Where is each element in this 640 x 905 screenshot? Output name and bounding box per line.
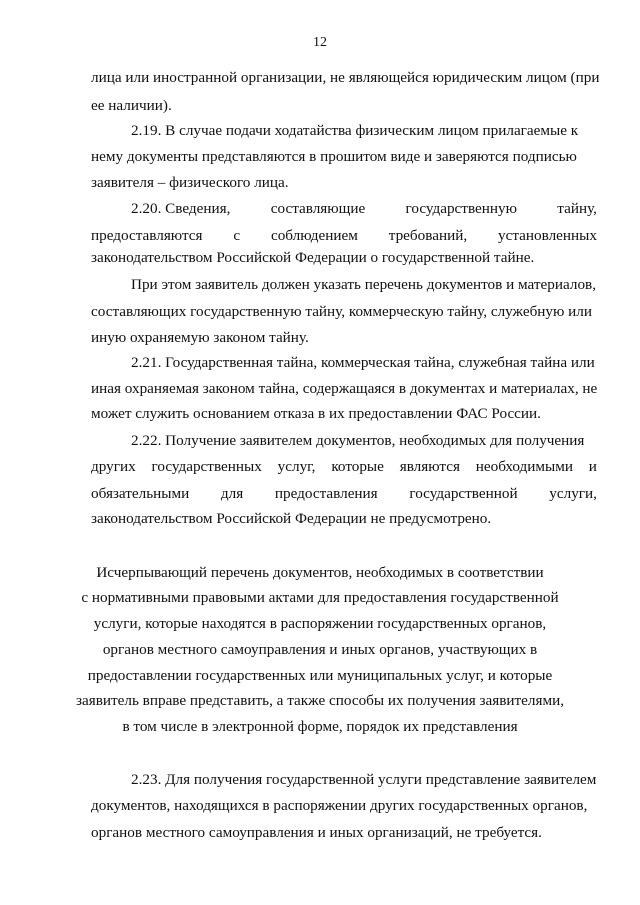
section-heading-line: органов местного самоуправления и иных органов, участвующих в xyxy=(102,641,538,658)
word: для xyxy=(220,485,244,502)
text-line: иную охраняемую законом тайну. xyxy=(91,329,309,346)
section-heading-line: с нормативными правовыми актами для предоставления государственной xyxy=(81,589,559,606)
word: государственную xyxy=(405,200,517,217)
word: с xyxy=(233,227,241,244)
paragraph-2-21-line: 2.21. Государственная тайна, коммерческая тайна, служебная тайна или xyxy=(131,354,595,371)
word: государственной xyxy=(409,485,518,502)
text-line xyxy=(91,226,597,246)
word: необходимыми xyxy=(475,458,573,475)
text-line: иная охраняемая законом тайна, содержащаяся в документах и материалах, не xyxy=(91,380,598,397)
paragraph-2-20-line xyxy=(131,199,597,219)
text-line: составляющих государственную тайну, коммерческую тайну, служебную или xyxy=(91,303,592,320)
text-line: нему документы представляются в прошитом виде и заверяются подписью xyxy=(91,148,577,165)
word: соблюдением xyxy=(270,227,358,244)
paragraph-2-22-line: 2.22. Получение заявителем документов, необходимых для получения xyxy=(131,432,585,449)
word: составляющие xyxy=(270,200,366,217)
word: которые xyxy=(331,458,384,475)
word: предоставляются xyxy=(91,227,203,244)
section-heading-line: заявитель вправе представить, а также способы их получения заявителями, xyxy=(75,692,565,709)
text-line: законодательством Российской Федерации о государственной тайне. xyxy=(91,249,535,266)
section-heading-line: в том числе в электронной форме, порядок их представления xyxy=(122,718,518,735)
text-line: законодательством Российской Федерации не предусмотрено. xyxy=(91,510,492,527)
word: услуги, xyxy=(549,485,597,502)
text-line: документов, находящихся в распоряжении других государственных органов, xyxy=(91,797,588,814)
paragraph-2-19-line: 2.19. В случае подачи ходатайства физическим лицом прилагаемые к xyxy=(131,122,579,139)
word: обязательными xyxy=(91,485,190,502)
word: и xyxy=(588,458,597,475)
word: государственных xyxy=(151,458,262,475)
word: услуг, xyxy=(277,458,316,475)
section-heading-line: услуги, которые находятся в распоряжении государственных органов, xyxy=(93,615,547,632)
word: тайну, xyxy=(557,200,597,217)
word: других xyxy=(91,458,136,475)
word: установленных xyxy=(497,227,597,244)
text-line xyxy=(91,457,597,477)
word: 2.20. Сведения, xyxy=(131,200,231,217)
text-line: ее наличии). xyxy=(91,97,172,114)
text-line: При этом заявитель должен указать перечень документов и материалов, xyxy=(131,276,597,293)
text-line: заявителя – физического лица. xyxy=(91,174,289,191)
text-line: лица или иностранной организации, не являющейся юридическим лицом (при xyxy=(91,69,600,86)
text-line: может служить основанием отказа в их предоставлении ФАС России. xyxy=(91,405,541,422)
paragraph-2-23-line: 2.23. Для получения государственной услуги представление заявителем xyxy=(131,771,597,788)
section-heading-line: предоставлении государственных или муниципальных услуг, и которые xyxy=(87,667,553,684)
page-number: 12 xyxy=(313,35,327,50)
section-heading-line: Исчерпывающий перечень документов, необходимых в соответствии xyxy=(96,564,544,581)
text-line: органов местного самоуправления и иных организаций, не требуется. xyxy=(91,824,542,841)
word: предоставления xyxy=(274,485,378,502)
word: требований, xyxy=(388,227,468,244)
word: являются xyxy=(399,458,460,475)
text-line xyxy=(91,484,597,504)
